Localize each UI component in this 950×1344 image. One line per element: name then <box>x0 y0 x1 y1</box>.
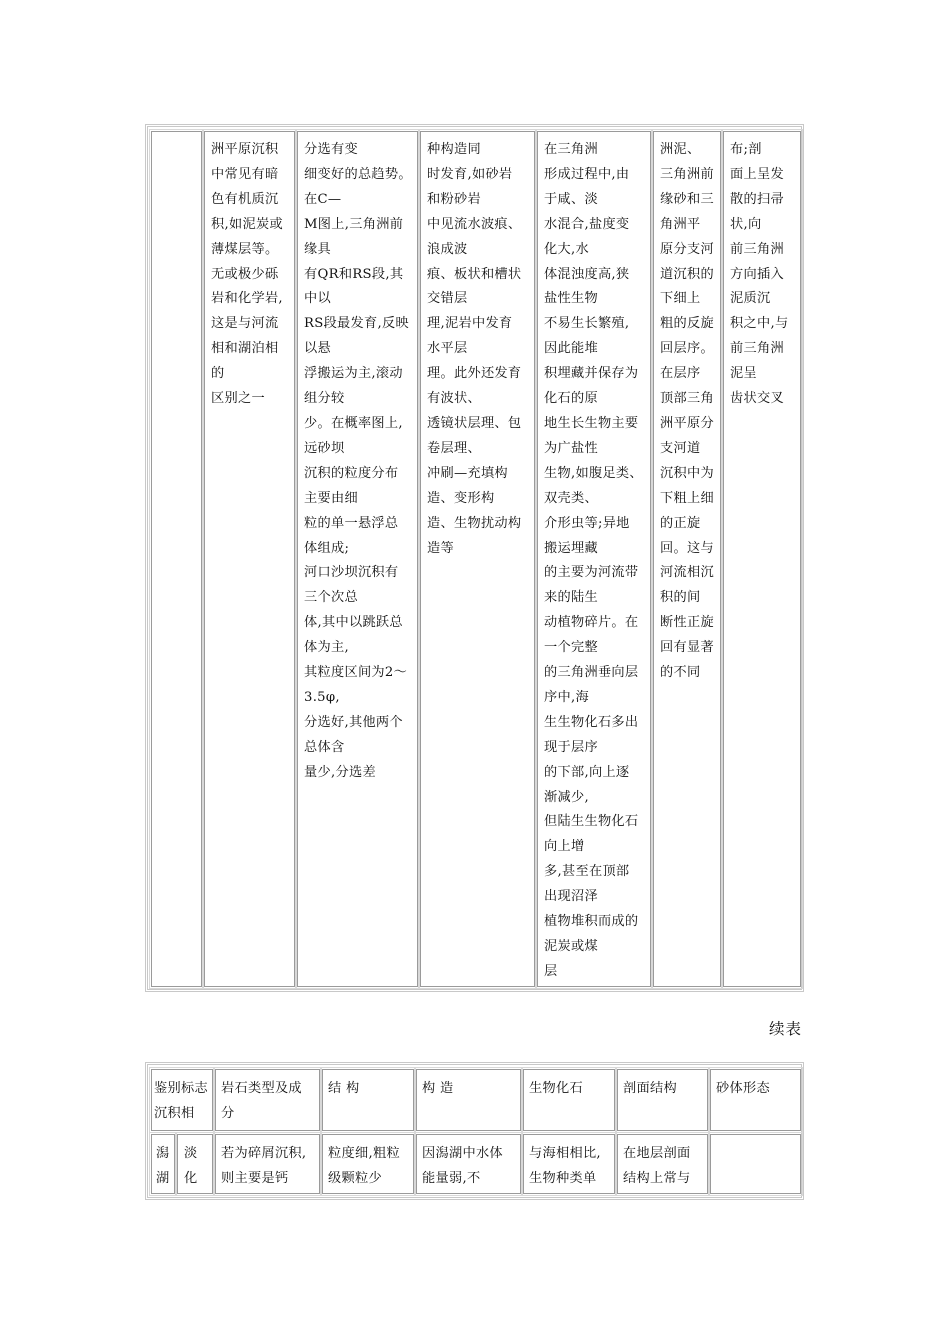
cell-line: 主要由细 <box>304 490 358 506</box>
cell-line: 在三角洲 <box>544 142 598 157</box>
header-rock-type <box>215 1069 320 1131</box>
cell-line: 鉴别标志 <box>154 1081 208 1096</box>
cell-line: 支河道 <box>660 440 701 456</box>
cell-line: 角洲平 <box>660 216 701 232</box>
cell-line: 和粉砂岩 <box>427 191 481 207</box>
table1-cell-1 <box>211 138 290 412</box>
cell-line: 分 <box>221 1106 235 1121</box>
cell-line: 的正旋 <box>660 515 701 531</box>
cell-line: 交错层 <box>427 291 468 307</box>
table1-col-5 <box>653 131 721 987</box>
cell-line: 积,如泥炭或 <box>211 216 283 232</box>
table1-col-4 <box>537 131 651 987</box>
cell-line: 若为碎屑沉积, <box>221 1146 307 1161</box>
cell-line: 沉积的粒度分布 <box>304 465 399 481</box>
row-subfacies <box>177 1134 213 1194</box>
cell-line: 散的扫帚 <box>730 191 784 207</box>
cell-line: 的主要为河流带 <box>544 565 639 581</box>
cell-line: 方向插入 <box>730 266 784 282</box>
cell-line: 布;剖 <box>730 142 762 157</box>
cell-line: 回有显著 <box>660 640 714 656</box>
table1-col-0 <box>151 131 202 987</box>
cell-line: 状,向 <box>730 216 762 232</box>
cell-line: 浮搬运为主,滚动 <box>304 366 403 382</box>
cell-line: 结 构 <box>328 1081 360 1096</box>
row-cell-text <box>623 1141 704 1191</box>
cell-line: 浪成波 <box>427 241 468 257</box>
cell-line: 体,其中以跳跃总 <box>304 615 403 631</box>
cell-line: 生生物化石多出 <box>544 714 639 730</box>
cell-line: 粗的反旋 <box>660 316 714 332</box>
cell-line: 少。在概率图上, <box>304 415 403 431</box>
row-facies-text <box>156 1141 171 1191</box>
cell-line: 河口沙坝沉积有 <box>304 565 399 581</box>
cell-line: 造、变形构 <box>427 490 495 506</box>
header-text <box>529 1076 611 1101</box>
cell-line: 为广盐性 <box>544 440 598 456</box>
cell-line: 道沉积的 <box>660 266 714 282</box>
cell-line: 有波状、 <box>427 391 481 407</box>
cell-line: 无或极少砾 <box>211 266 279 282</box>
header-text <box>716 1076 797 1101</box>
cell-line: 岩石类型及成 <box>221 1081 302 1096</box>
row-cell-structure <box>416 1134 521 1194</box>
cell-line: 下粗上细 <box>660 490 714 506</box>
header-texture <box>322 1069 414 1131</box>
cell-line: 因此能堆 <box>544 341 598 357</box>
header-corner <box>151 1069 213 1131</box>
cell-line: 但陆生生物化石 <box>544 814 639 830</box>
cell-line: 的不同 <box>660 665 701 681</box>
cell-line: 泥质沉 <box>730 291 771 307</box>
header-text <box>422 1076 517 1101</box>
cell-line: 面上呈发 <box>730 166 784 182</box>
cell-line: 相和湖泊相 <box>211 341 279 357</box>
row-cell-texture <box>322 1134 414 1194</box>
cell-line: 积的间 <box>660 590 701 606</box>
cell-line: 生物,如腹足类、 <box>544 465 643 481</box>
facies-table-2 <box>145 1062 804 1200</box>
cell-line: 现于层序 <box>544 739 598 755</box>
cell-line: 一个完整 <box>544 640 598 656</box>
cell-line: 缘砂和三 <box>660 191 714 207</box>
header-text <box>328 1076 410 1101</box>
cell-line: 搬运埋藏 <box>544 540 598 556</box>
cell-line: 色有机质沉 <box>211 191 279 207</box>
cell-line: 积埋藏并保存为 <box>544 366 639 382</box>
cell-line: 的 <box>211 366 225 382</box>
cell-line: 的下部,向上逐 <box>544 764 630 780</box>
cell-line: 中常见有暗 <box>211 166 279 182</box>
cell-line: 三角洲前 <box>660 166 714 182</box>
cell-line: 3.5φ, <box>304 689 340 705</box>
cell-line: 湖 <box>156 1171 170 1186</box>
row-facies <box>151 1134 175 1194</box>
cell-line: M图上,三角洲前 <box>304 216 404 232</box>
cell-line: 回。这与 <box>660 540 714 556</box>
cell-line: 能量弱,不 <box>422 1171 481 1186</box>
table1-col-1 <box>204 131 295 987</box>
row-cell-text <box>529 1141 611 1191</box>
row-cell-sandbody <box>710 1134 801 1194</box>
cell-line: 则主要是钙 <box>221 1171 289 1186</box>
cell-line: 动植物碎片。在 <box>544 615 639 631</box>
header-sandbody <box>710 1069 801 1131</box>
cell-line: 潟 <box>156 1146 170 1161</box>
cell-line: 序中,海 <box>544 689 589 705</box>
cell-line: 盐性生物 <box>544 291 598 307</box>
header-profile <box>617 1069 708 1131</box>
cell-line: 沉积中为 <box>660 465 714 481</box>
cell-line: 双壳类、 <box>544 490 598 506</box>
cell-line: 其粒度区间为2～ <box>304 665 408 681</box>
cell-line: 理,泥岩中发育 <box>427 316 513 332</box>
cell-line: 在层序 <box>660 366 701 382</box>
table1-col-2 <box>297 131 418 987</box>
cell-line: 水混合,盐度变 <box>544 216 630 232</box>
cell-line: 渐减少, <box>544 789 589 805</box>
cell-line: 结构上常与 <box>623 1171 691 1186</box>
cell-line: 粒度细,粗粒 <box>328 1146 400 1161</box>
facies-table-continued <box>145 124 804 992</box>
cell-line: 的三角洲垂向层 <box>544 665 639 681</box>
cell-line: 顶部三角 <box>660 391 714 407</box>
cell-line: 剖面结构 <box>623 1081 677 1096</box>
cell-line: 介形虫等;异地 <box>544 515 630 531</box>
cell-line: 下细上 <box>660 291 701 307</box>
cell-line: 体为主, <box>304 640 349 656</box>
header-text <box>221 1076 316 1126</box>
cell-line: 泥炭或煤 <box>544 939 598 954</box>
cell-line: 构 造 <box>422 1081 454 1096</box>
cell-line: 化石的原 <box>544 391 598 407</box>
header-fossils <box>523 1069 615 1131</box>
cell-line: 三个次总 <box>304 590 358 606</box>
cell-line: 洲泥、 <box>660 142 701 157</box>
cell-line: 回层序。 <box>660 341 714 357</box>
cell-line: 不易生长繁殖, <box>544 316 630 332</box>
row-cell-text <box>328 1141 410 1191</box>
cell-line: 岩和化学岩, <box>211 291 283 307</box>
cell-line: 分选有变 <box>304 142 358 157</box>
cell-line: 前三角洲 <box>730 341 784 357</box>
cell-line: 生物种类单 <box>529 1171 597 1186</box>
cell-line: 组分较 <box>304 391 345 407</box>
table1-cell-4 <box>544 138 646 985</box>
row-cell-profile <box>617 1134 708 1194</box>
header-corner-text <box>154 1076 209 1126</box>
cell-line: 与海相相比, <box>529 1146 601 1161</box>
cell-line: 薄煤层等。 <box>211 241 279 257</box>
cell-line: 中见流水波痕、 <box>427 216 522 232</box>
cell-line: 缘具 <box>304 241 331 257</box>
header-text <box>623 1076 704 1101</box>
cell-line: 体混浊度高,狭 <box>544 266 630 282</box>
cell-line: 量少,分选差 <box>304 764 376 780</box>
cell-line: 砂体形态 <box>716 1081 770 1096</box>
cell-line: 理。此外还发育 <box>427 366 522 382</box>
cell-line: 远砂坝 <box>304 440 345 456</box>
table1-cell-2 <box>304 138 413 786</box>
cell-line: 生物化石 <box>529 1081 583 1096</box>
cell-line: 造、生物扰动构 <box>427 515 522 531</box>
table1-cell-3 <box>427 138 530 561</box>
cell-line: 泥呈 <box>730 366 757 382</box>
cell-line: 多,甚至在顶部 <box>544 864 630 880</box>
cell-line: 出现沼泽 <box>544 889 598 905</box>
row-cell-fossils <box>523 1134 615 1194</box>
cell-line: 淡 <box>184 1146 198 1161</box>
row-cell-text <box>221 1141 316 1191</box>
cell-line: 地生长生物主要 <box>544 415 639 431</box>
cell-line: 这是与河流 <box>211 316 279 332</box>
cell-line: 齿状交叉 <box>730 391 784 407</box>
cell-line: 形成过程中,由 <box>544 166 630 182</box>
table1-cell-6 <box>730 138 796 412</box>
cell-line: 因潟湖中水体 <box>422 1146 503 1161</box>
cell-line: 区别之一 <box>211 391 265 407</box>
cell-line: 来的陆生 <box>544 590 598 606</box>
cell-line: 造等 <box>427 540 454 556</box>
cell-line: 在C— <box>304 191 342 207</box>
cell-line: 冲刷—充填构 <box>427 465 508 481</box>
cell-line: 细变好的总趋势。 <box>304 166 412 182</box>
header-structure <box>416 1069 521 1131</box>
cell-line: RS段最发育,反映 <box>304 316 409 332</box>
cell-line: 分选好,其他两个 <box>304 714 403 730</box>
cell-line: 化 <box>184 1171 198 1186</box>
cell-line: 向上增 <box>544 839 585 855</box>
cell-line: 沉积相 <box>154 1106 195 1121</box>
cell-line: 级颗粒少 <box>328 1171 382 1186</box>
table-caption: 续表 <box>768 1020 802 1038</box>
cell-line: 化大,水 <box>544 241 589 257</box>
row-subfacies-text <box>184 1141 209 1191</box>
row-cell-rock <box>215 1134 320 1194</box>
cell-line: 种构造同 <box>427 142 481 157</box>
cell-line: 洲平原沉积 <box>211 142 279 157</box>
cell-line: 粒的单一悬浮总 <box>304 515 399 531</box>
table1-col-3 <box>420 131 535 987</box>
cell-line: 于咸、淡 <box>544 191 598 207</box>
cell-line: 在地层剖面 <box>623 1146 691 1161</box>
cell-line: 原分支河 <box>660 241 714 257</box>
cell-line: 断性正旋 <box>660 615 714 631</box>
cell-line: 河流相沉 <box>660 565 714 581</box>
cell-line: 以悬 <box>304 341 331 357</box>
cell-line: 卷层理、 <box>427 440 481 456</box>
table1-cell-5 <box>660 138 716 686</box>
cell-line: 体组成; <box>304 540 350 556</box>
cell-line: 积之中,与 <box>730 316 789 332</box>
row-cell-text <box>422 1141 517 1191</box>
cell-line: 总体含 <box>304 739 345 755</box>
cell-line: 痕、板状和槽状 <box>427 266 522 282</box>
cell-line: 层 <box>544 963 558 979</box>
cell-line: 时发育,如砂岩 <box>427 166 513 182</box>
table1-col-6 <box>723 131 801 987</box>
cell-line: 洲平原分 <box>660 415 714 431</box>
cell-line: 前三角洲 <box>730 241 784 257</box>
cell-line: 水平层 <box>427 341 468 357</box>
cell-line: 透镜状层理、包 <box>427 415 522 431</box>
cell-line: 中以 <box>304 291 331 307</box>
cell-line: 有QR和RS段,其 <box>304 266 404 282</box>
cell-line: 植物堆积而成的 <box>544 914 639 930</box>
